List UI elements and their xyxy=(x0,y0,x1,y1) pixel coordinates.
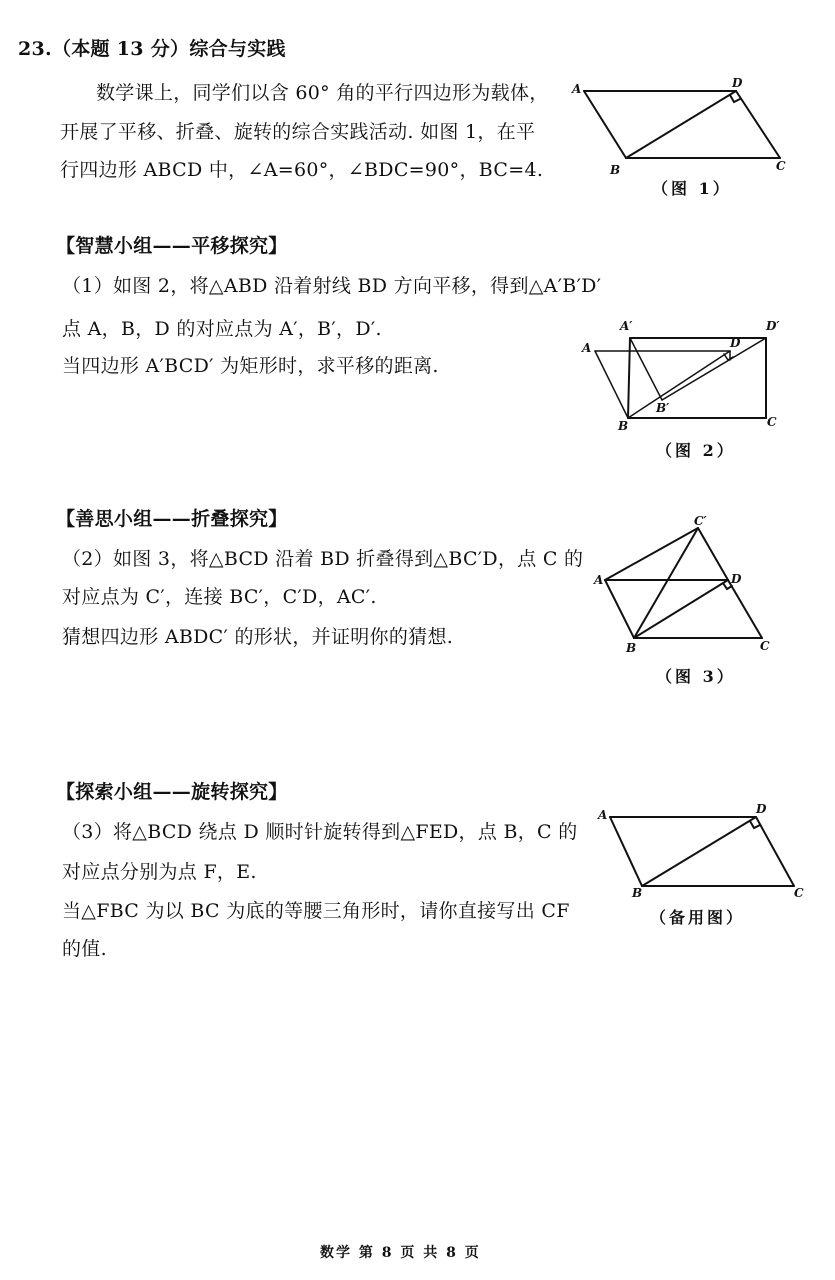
fig3-label-C1: C′ xyxy=(694,514,707,528)
intro-line-1: 数学课上，同学们以含 60° 角的平行四边形为载体， xyxy=(96,82,549,104)
fig3-caption: （图 3） xyxy=(656,667,736,686)
fig1-label-C: C xyxy=(776,159,786,173)
part2-line-3: 猜想四边形 ABDC′ 的形状，并证明你的猜想. xyxy=(62,626,454,648)
fig3-label-D: D xyxy=(731,572,742,586)
figure-2 xyxy=(580,318,790,433)
fig4-label-D: D xyxy=(756,802,767,816)
page-footer: 数学 第 8 页 共 8 页 xyxy=(320,1245,481,1261)
fig2-label-B1: B′ xyxy=(656,401,670,415)
figure-3 xyxy=(590,514,790,659)
part1-line-2: 点 A，B，D 的对应点为 A′，B′，D′. xyxy=(62,318,382,340)
part3-line-1: （3）将△BCD 绕点 D 顺时针旋转得到△FED，点 B，C 的 xyxy=(62,821,578,843)
fig3-label-A: A xyxy=(594,573,604,587)
fig2-label-B: B xyxy=(618,419,629,433)
fig4-label-B: B xyxy=(632,886,643,900)
fig1-label-B: B xyxy=(610,163,621,177)
fig2-label-D1: D′ xyxy=(766,319,780,333)
fig4-caption: （备用图） xyxy=(650,908,746,927)
fig2-label-A: A xyxy=(582,341,592,355)
part3-line-2: 对应点分别为点 F，E. xyxy=(62,861,257,883)
part2-title: 【善思小组——折叠探究】 xyxy=(56,508,288,530)
fig2-label-C: C xyxy=(767,415,777,429)
fig1-label-A: A xyxy=(572,82,582,96)
intro-line-3: 行四边形 ABCD 中，∠A=60°，∠BDC=90°，BC=4. xyxy=(60,159,544,181)
figure-spare xyxy=(596,800,811,900)
part2-line-2: 对应点为 C′，连接 BC′，C′D，AC′. xyxy=(62,586,377,608)
part3-line-3: 当△FBC 为以 BC 为底的等腰三角形时，请你直接写出 CF xyxy=(62,900,570,922)
fig2-label-A1: A′ xyxy=(620,319,633,333)
part3-line-4: 的值. xyxy=(62,938,107,960)
fig2-label-D: D xyxy=(730,336,741,350)
part1-title: 【智慧小组——平移探究】 xyxy=(56,235,288,257)
fig3-label-C: C xyxy=(760,639,770,653)
part3-title: 【探索小组——旋转探究】 xyxy=(56,781,288,803)
intro-line-2: 开展了平移、折叠、旋转的综合实践活动. 如图 1，在平 xyxy=(60,121,536,143)
fig2-caption: （图 2） xyxy=(656,441,736,460)
part1-line-1: （1）如图 2，将△ABD 沿着射线 BD 方向平移，得到△A′B′D′ xyxy=(62,275,602,297)
fig4-label-C: C xyxy=(794,886,804,900)
fig1-caption: （图 1） xyxy=(652,179,732,198)
fig4-label-A: A xyxy=(598,808,608,822)
fig1-label-D: D xyxy=(732,76,743,90)
problem-header: 23.（本题 13 分）综合与实践 xyxy=(18,38,286,60)
part2-line-1: （2）如图 3，将△BCD 沿着 BD 折叠得到△BC′D，点 C 的 xyxy=(62,548,584,570)
figure-1 xyxy=(570,76,790,176)
fig3-label-B: B xyxy=(626,641,637,655)
part1-line-3: 当四边形 A′BCD′ 为矩形时，求平移的距离. xyxy=(62,355,439,377)
